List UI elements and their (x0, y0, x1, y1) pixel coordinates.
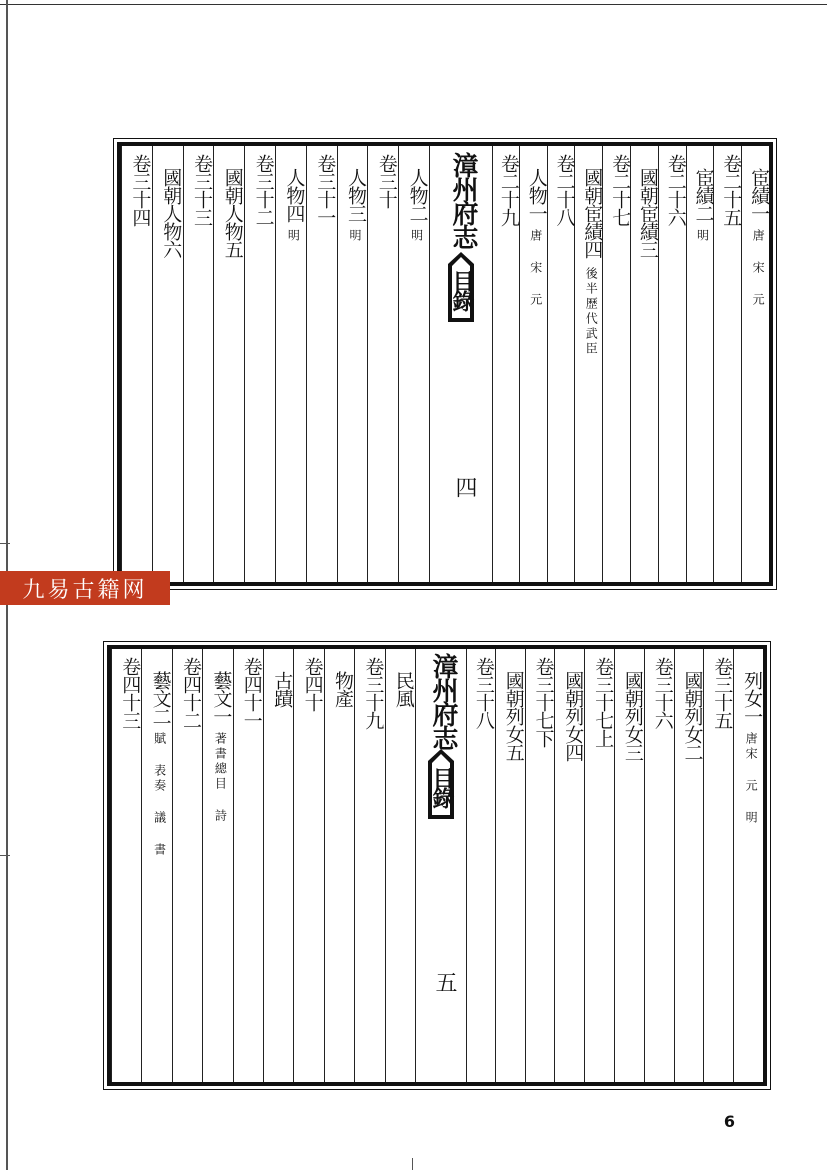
toc-column (183, 146, 215, 582)
section-note: 唐宋 元 明 (744, 732, 759, 826)
toc-column (547, 146, 576, 582)
toc-column (398, 146, 430, 582)
toc-column (614, 649, 645, 1082)
toc-column (554, 649, 585, 1082)
section-note: 唐 宋 元 (751, 229, 766, 308)
volume-label: 卷四十 (301, 657, 324, 711)
section-label: 目錄 (429, 767, 455, 807)
margin-tick (0, 543, 10, 544)
toc-column (141, 649, 172, 1082)
section-note: 明 (347, 229, 362, 244)
section-note: 著書總目 詩 (213, 732, 228, 824)
toc-column (111, 649, 142, 1082)
section-entry: 民風 (392, 671, 415, 707)
toc-column (152, 146, 184, 582)
toc-column (686, 146, 715, 582)
volume-label: 卷三十三 (190, 154, 213, 226)
section-entry: 國朝列女三 (621, 671, 644, 761)
toc-column (202, 649, 233, 1082)
book-title: 漳州府志 (428, 653, 458, 749)
toc-column (121, 146, 153, 582)
toc-column (385, 649, 416, 1082)
page-number: 6 (723, 1112, 735, 1131)
section-entry: 國朝人物五 (221, 168, 244, 258)
volume-label: 卷三十 (375, 154, 398, 208)
volume-label: 卷三十七上 (592, 657, 615, 747)
volume-label: 卷二十九 (497, 154, 520, 226)
margin-tick (412, 1158, 413, 1170)
toc-column (733, 649, 764, 1082)
folio-number: 四 (452, 476, 477, 498)
toc-column (213, 146, 245, 582)
folio-number: 五 (432, 971, 457, 993)
toc-column (367, 146, 399, 582)
volume-label: 卷二十八 (553, 154, 576, 226)
toc-column (244, 146, 276, 582)
volume-label: 卷三十六 (651, 657, 674, 729)
toc-column (602, 146, 631, 582)
toc-column (658, 146, 687, 582)
toc-column (293, 649, 324, 1082)
section-entry: 藝文二 (149, 671, 172, 725)
section-entry: 物產 (331, 671, 354, 707)
toc-column (674, 649, 705, 1082)
section-entry: 人物二 (406, 168, 429, 222)
section-entry: 古蹟 (271, 671, 294, 707)
toc-column (465, 649, 496, 1082)
toc-column (525, 649, 556, 1082)
toc-column (172, 649, 203, 1082)
toc-column (306, 146, 338, 582)
section-entry: 國朝人物六 (160, 168, 183, 258)
section-label: 目錄 (449, 270, 475, 310)
volume-label: 卷四十一 (240, 657, 263, 729)
section-note: 明 (695, 229, 710, 244)
volume-label: 卷三十四 (129, 154, 152, 226)
section-entry: 國朝列女四 (562, 671, 585, 761)
section-note: 賦 表奏 議 書 (152, 732, 167, 858)
section-entry: 宦績二 (692, 168, 715, 222)
toc-column (741, 146, 770, 582)
scan-top-edge (0, 0, 827, 5)
volume-label: 卷三十八 (472, 657, 495, 729)
toc-column (263, 649, 294, 1082)
watermark-banner: 九易古籍网 (0, 571, 170, 605)
section-note: 明 (286, 229, 301, 244)
volume-label: 卷二十七 (609, 154, 632, 226)
upper-page (117, 142, 773, 586)
volume-label: 卷二十五 (720, 154, 743, 226)
section-entry: 人物一 (525, 168, 548, 222)
toc-column (491, 146, 520, 582)
toc-column (584, 649, 615, 1082)
volume-label: 卷三十九 (362, 657, 385, 729)
section-entry: 國朝宦績四 (581, 168, 604, 258)
upper-center-strip (429, 146, 493, 582)
toc-column (574, 146, 603, 582)
volume-label: 卷三十五 (711, 657, 734, 729)
toc-column (703, 649, 734, 1082)
volume-label: 卷三十一 (314, 154, 337, 226)
volume-label: 卷四十二 (179, 657, 202, 729)
section-note: 明 (409, 229, 424, 244)
section-note: 後半歷代武臣 (584, 267, 599, 357)
section-entry: 國朝列女二 (681, 671, 704, 761)
volume-label: 卷三十二 (252, 154, 275, 226)
lower-center-strip (415, 649, 467, 1082)
toc-column (233, 649, 264, 1082)
volume-label: 卷四十三 (119, 657, 142, 729)
toc-column (630, 146, 659, 582)
lower-page (107, 645, 767, 1086)
toc-column (324, 649, 355, 1082)
volume-label: 卷三十七下 (532, 657, 555, 747)
section-note: 唐 宋 元 (528, 229, 543, 308)
section-entry: 藝文一 (210, 671, 233, 725)
toc-column (337, 146, 369, 582)
section-entry: 列女一 (741, 671, 764, 725)
toc-column (713, 146, 742, 582)
volume-label: 卷二十六 (664, 154, 687, 226)
toc-column (644, 649, 675, 1082)
section-entry: 人物四 (283, 168, 306, 222)
toc-column (275, 146, 307, 582)
toc-column (354, 649, 385, 1082)
section-entry: 人物三 (344, 168, 367, 222)
book-title: 漳州府志 (448, 152, 478, 248)
section-entry: 國朝宦績三 (636, 168, 659, 258)
toc-column (495, 649, 526, 1082)
margin-tick (0, 855, 10, 856)
section-entry: 宦績一 (748, 168, 771, 222)
toc-column (519, 146, 548, 582)
section-entry: 國朝列女五 (502, 671, 525, 761)
